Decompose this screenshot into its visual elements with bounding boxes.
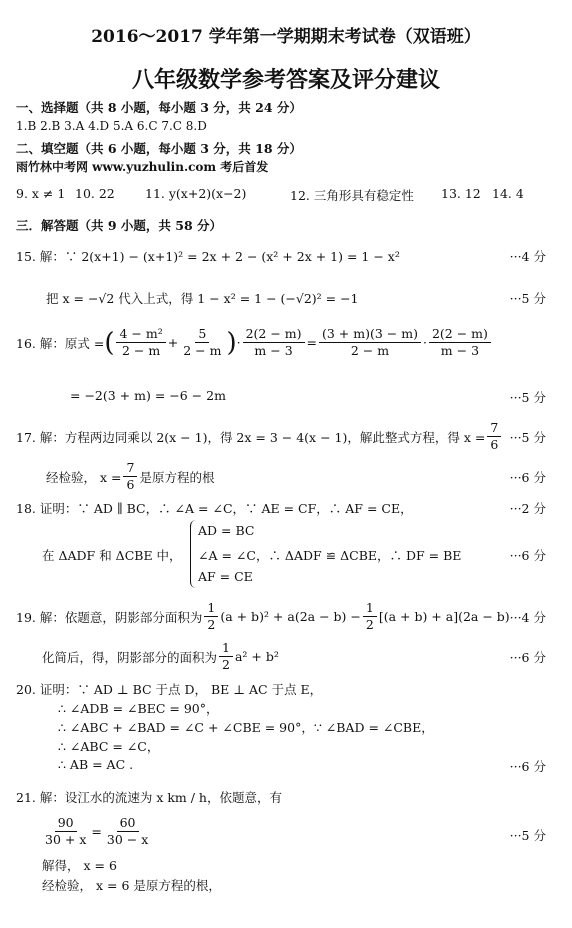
q16-f3-den: m − 3: [254, 343, 293, 358]
q18-brace: [190, 520, 197, 588]
q15-score1: ···4 分: [509, 249, 546, 264]
q16-f4-den: 2 − m: [350, 343, 390, 358]
q21-equation: [40, 815, 153, 848]
q21-fraction-2: [104, 815, 151, 848]
q17-fb-den: 6: [126, 477, 135, 492]
section-1-answers: 1.B 2.B 3.A 4.D 5.A 6.C 7.C 8.D: [16, 119, 207, 133]
q16-f1-num: 4 − m²: [116, 326, 165, 343]
q15-score2: ···5 分: [509, 291, 546, 306]
q20-line5: ∴ AB = AC .: [58, 757, 134, 772]
answer-q11: 11. y(x+2)(x−2): [145, 186, 247, 201]
q16-fraction-5: [429, 326, 491, 359]
q17-line2-tail: 是原方程的根: [139, 469, 215, 485]
document-title: 2016～2017 学年第一学期期末考试卷（双语班）: [91, 27, 481, 47]
q16-eq: =: [306, 335, 317, 350]
q19-lead: 19. 解：依题意，阴影部分面积为: [16, 609, 203, 625]
q19-half-3: [219, 640, 233, 673]
q17-line1: [16, 420, 503, 453]
answer-q12: 12. 三角形具有稳定性: [290, 188, 414, 203]
q16-fraction-3: [243, 326, 305, 359]
q16-f5-den: m − 3: [440, 343, 480, 358]
q16-f4-num: (3 + m)(3 − m): [319, 326, 421, 343]
q21-score: ···5 分: [509, 828, 546, 843]
q19-mid: (a + b)² + a(2a − b) −: [220, 609, 361, 624]
q15-line2: 把 x = −√2 代入上式，得 1 − x² = 1 − (−√2)² = −1: [46, 291, 359, 306]
q17-fa-den: 6: [490, 437, 499, 452]
q18-score2: ···6 分: [509, 548, 546, 563]
q21-eq: =: [91, 824, 102, 839]
q17-fb-num: 7: [123, 460, 137, 477]
q19-score2: ···6 分: [509, 650, 546, 665]
q16-lead: 16. 解：原式 =: [16, 335, 105, 351]
q20-line4: ∴ ∠ABC = ∠C，: [58, 739, 160, 754]
q16-f2-num: 5: [195, 326, 209, 343]
q20-score: ···6 分: [509, 759, 546, 774]
document-subtitle: 八年级数学参考答案及评分建议: [131, 67, 440, 93]
q16-plus: +: [167, 335, 179, 350]
q18-score1: ···2 分: [509, 501, 546, 516]
q16-f5-num: 2(2 − m): [429, 326, 491, 343]
q19-h2-num: 1: [363, 600, 377, 617]
watermark-text: 雨竹林中考网 www.yuzhulin.com 考后首发: [16, 160, 269, 174]
q19-line2-tail: a² + b²: [234, 649, 279, 664]
q17-line1-text: 17. 解：方程两边同乘以 2(x − 1)，得 2x = 3 − 4(x − 1)，解此整式方程，得 x =: [16, 429, 486, 445]
q21-f2-num: 60: [117, 815, 139, 832]
q18-brace-row2: ∠A = ∠C，∴ ΔADF ≌ ΔCBE，∴ DF = BE: [198, 548, 462, 563]
q18-lead: 在 ΔADF 和 ΔCBE 中，: [42, 548, 182, 563]
q20-line1: 20. 证明：∵ AD ⊥ BC 于点 D， BE ⊥ AC 于点 E，: [16, 682, 323, 697]
answer-q14: 14. 4: [492, 186, 524, 201]
q16-close-paren: ): [226, 327, 237, 358]
q17-line2: [46, 460, 214, 493]
q21-line1: 21. 解：设江水的流速为 x km / h，依题意，有: [16, 790, 282, 805]
q21-f1-den: 30 + x: [45, 832, 87, 847]
q19-line2-text: 化简后，得，阴影部分的面积为: [42, 649, 218, 665]
q16-f1-den: 2 − m: [121, 343, 161, 358]
q20-line2: ∴ ∠ADB = ∠BEC = 90°，: [58, 701, 219, 716]
answer-q13: 13. 12: [441, 186, 481, 201]
answer-q9: 9. x ≠ 1: [16, 186, 66, 201]
answer-q10: 10. 22: [75, 186, 115, 201]
q19-half-1: [204, 600, 218, 633]
q17-fraction-a: [487, 420, 501, 453]
q16-expression: [16, 326, 493, 359]
q18-brace-row1: AD = BC: [198, 523, 255, 538]
q21-line3: 经检验， x = 6 是原方程的根，: [42, 878, 221, 893]
q17-fraction-b: [123, 460, 137, 493]
section-1-heading: 一、选择题（共 8 小题，每小题 3 分，共 24 分）: [16, 100, 302, 115]
q16-f2-den: 2 − m: [183, 343, 222, 358]
q19-h3-num: 1: [219, 640, 233, 657]
q20-line3: ∴ ∠ABC + ∠BAD = ∠C + ∠CBE = 90°，∵ ∠BAD = ∠CBE，: [58, 720, 434, 735]
q16-dot: ·: [236, 335, 241, 350]
q16-line2: = −2(3 + m) = −6 − 2m: [70, 388, 226, 403]
q21-line2: 解得， x = 6: [42, 858, 117, 873]
q15-line1: 15. 解：∵ 2(x+1) − (x+1)² = 2x + 2 − (x² + 2x + 1) = 1 − x²: [16, 249, 400, 264]
q19-h1-den: 2: [207, 617, 216, 632]
q17-line2-lead: 经检验， x =: [46, 469, 122, 485]
q17-score1: ···5 分: [509, 430, 546, 445]
q16-f3-num: 2(2 − m): [243, 326, 305, 343]
q16-open-paren: (: [104, 327, 115, 358]
q16-fraction-2: [180, 326, 224, 359]
q21-f2-den: 30 − x: [106, 832, 149, 847]
q17-score2: ···6 分: [509, 470, 546, 485]
q19-h2-den: 2: [365, 617, 374, 632]
q18-brace-row3: AF = CE: [198, 569, 253, 584]
q16-fraction-1: [116, 326, 165, 359]
q19-line2: [42, 640, 279, 673]
q19-score1: ···4 分: [509, 610, 546, 625]
q19-tail: [(a + b) + a](2a − b): [378, 609, 510, 624]
q19-line1: [16, 600, 510, 633]
q18-line1: 18. 证明：∵ AD ∥ BC，∴ ∠A = ∠C，∵ AE = CF，∴ AF = CE，: [16, 501, 413, 516]
section-2-heading: 二、填空题（共 6 小题，每小题 3 分，共 18 分）: [16, 141, 302, 156]
q21-fraction-1: [42, 815, 89, 848]
q19-h3-den: 2: [222, 657, 230, 672]
q17-fa-num: 7: [487, 420, 501, 437]
q16-fraction-4: [319, 326, 421, 359]
q19-h1-num: 1: [204, 600, 218, 617]
q16-dot-2: ·: [422, 335, 427, 350]
section-3-heading: 三．解答题（共 9 小题，共 58 分）: [16, 218, 223, 233]
q19-half-2: [363, 600, 377, 633]
q21-f1-num: 90: [55, 815, 77, 832]
q16-score: ···5 分: [509, 390, 546, 405]
